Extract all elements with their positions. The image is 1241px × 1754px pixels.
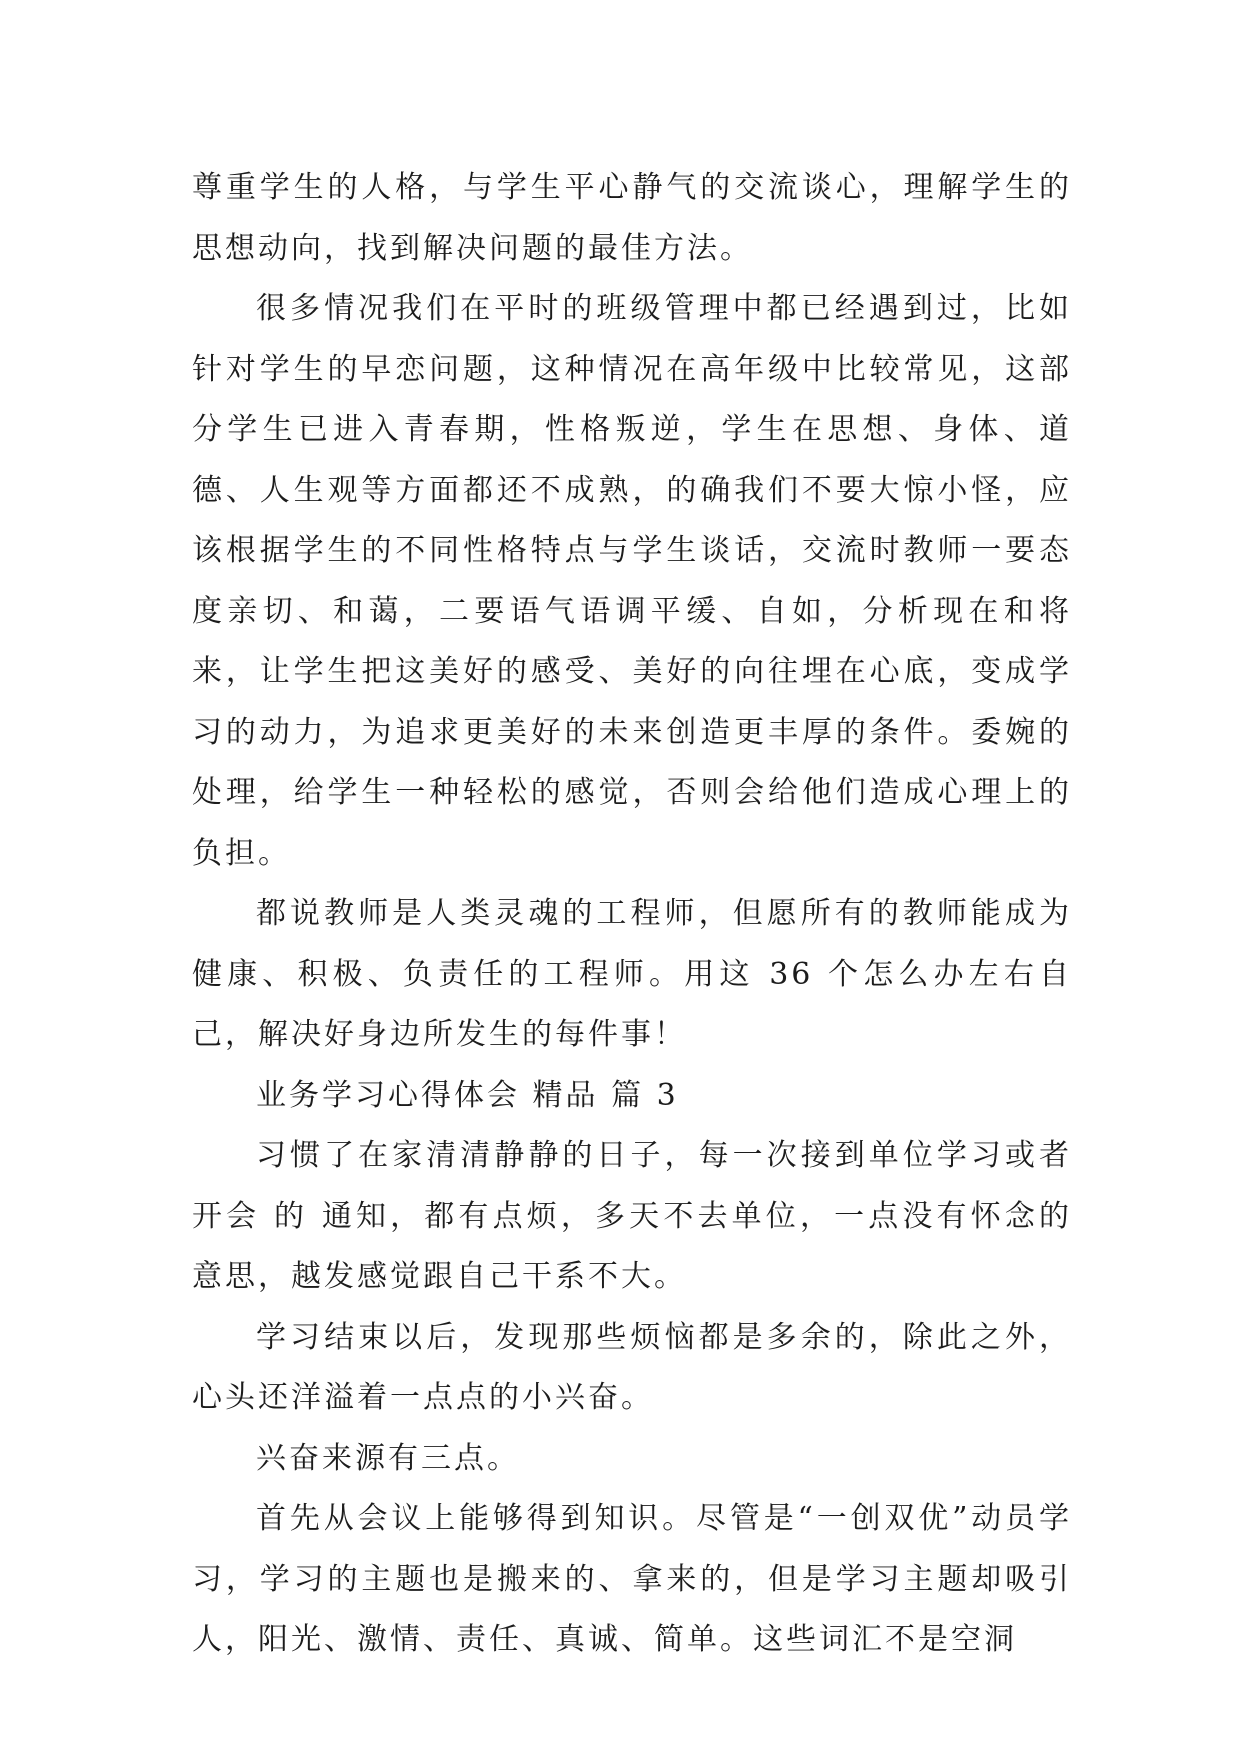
section-heading: 业务学习心得体会 精品 篇 3 <box>256 1077 679 1113</box>
paragraph-teacher-engineer: 都说教师是人类灵魂的工程师，但愿所有的教师能成为健康、积极、负责任的工程师。用这 36 个怎么办左右自己，解决好身边所发生的每件事！ <box>192 896 1072 1052</box>
paragraph-three-sources: 兴奋来源有三点。 <box>256 1440 520 1476</box>
paragraph-after-study: 学习结束以后，发现那些烦恼都是多余的，除此之外，心头还洋溢着一点点的小兴奋。 <box>192 1319 1072 1415</box>
paragraph-knowledge-from-meeting: 首先从会议上能够得到知识。尽管是“一创双优”动员学习，学习的主题也是搬来的、拿来的，但是学习主题却吸引人，阳光、激情、责任、真诚、简单。这些词汇不是空洞 <box>192 1501 1072 1657</box>
paragraph-respect-students: 尊重学生的人格，与学生平心静气的交流谈心，理解学生的思想动向，找到解决问题的最佳方法。 <box>192 170 1072 266</box>
paragraph-early-love-handling: 很多情况我们在平时的班级管理中都已经遇到过，比如针对学生的早恋问题，这种情况在高年级中比较常见，这部分学生已进入青春期，性格叛逆，学生在思想、身体、道德、人生观等方面都还不成熟，的确我们不要大惊小怪，应该根据学生的不同性格特点与学生谈话，交流时教师一要态度亲切、和蔼，二要语气语调平缓、自如，分析现在和将来，让学生把这美好的感受、美好的向往埋在心底，变成学习的动力，为追求更美好的未来创造更丰厚的条件。委婉的处理，给学生一种轻松的感觉，否则会给他们造成心理上的负担。 <box>192 291 1072 871</box>
document-body <box>192 158 1072 1671</box>
paragraph-used-to-quiet-days: 习惯了在家清清静静的日子，每一次接到单位学习或者开会 的 通知，都有点烦，多天不去单位，一点没有怀念的意思，越发感觉跟自己干系不大。 <box>192 1138 1072 1294</box>
